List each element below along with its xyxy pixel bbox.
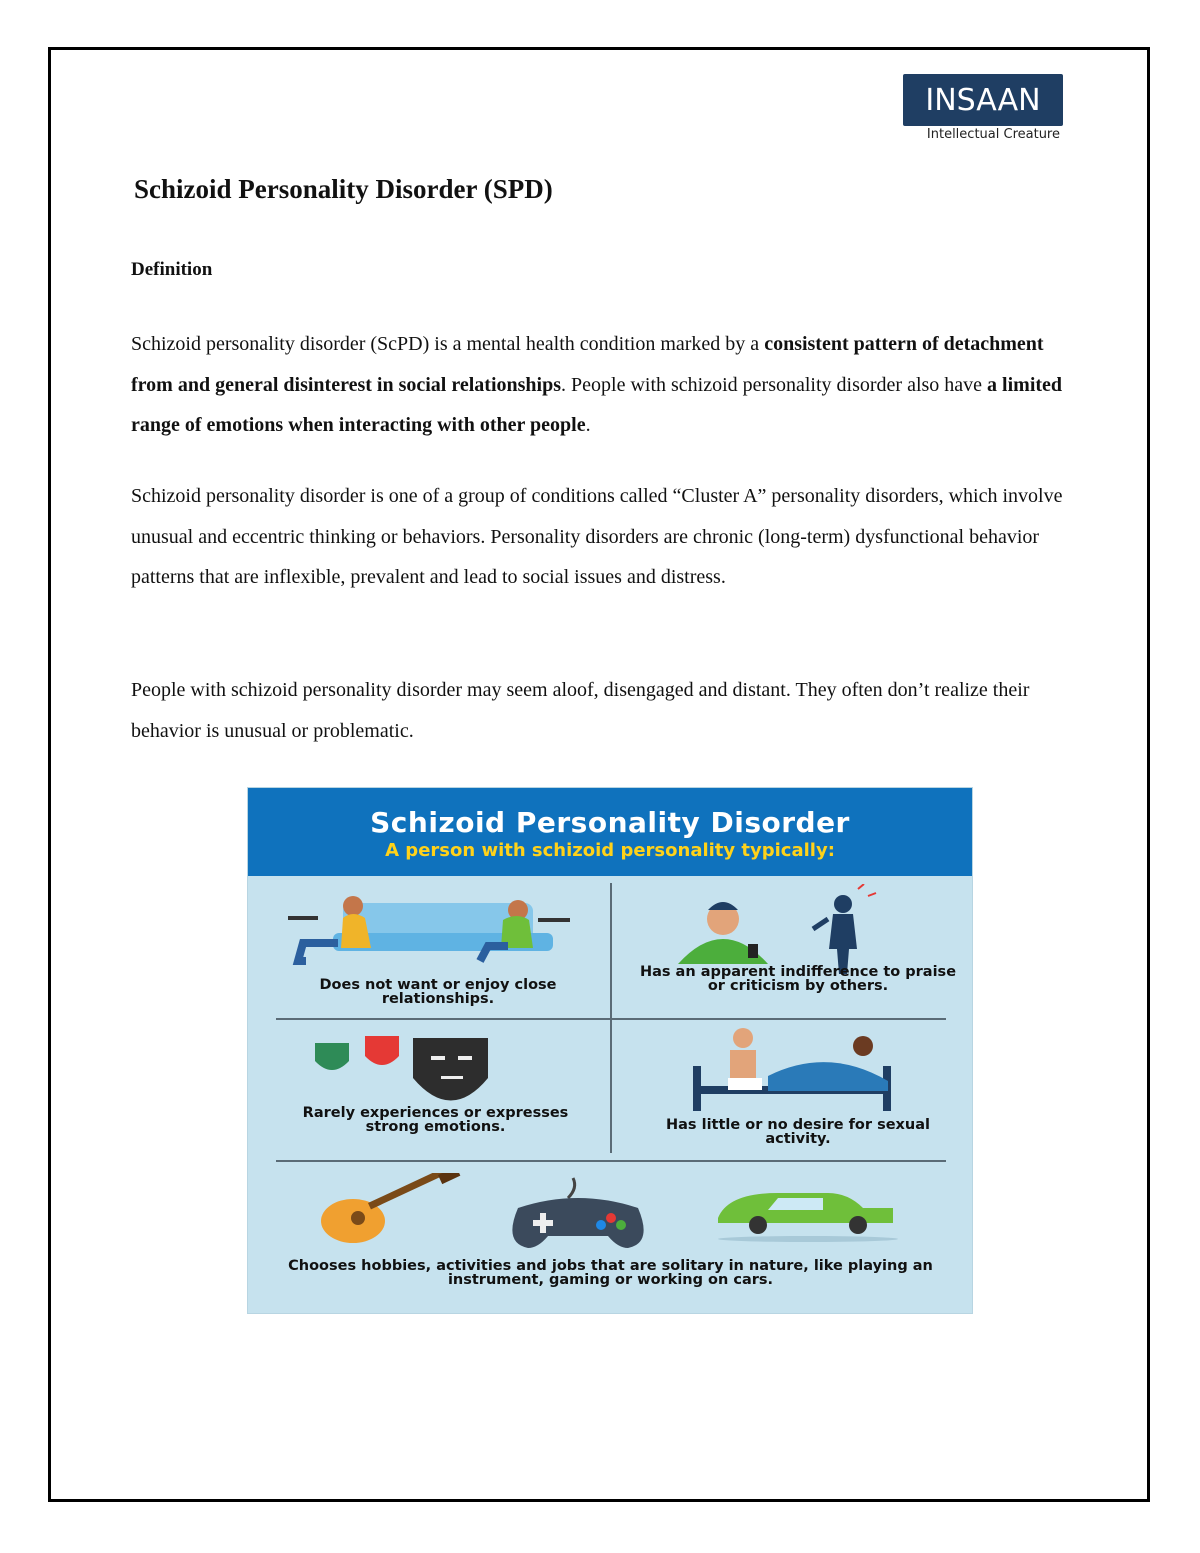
couch-people-illustration: [283, 888, 593, 968]
caption-indifference: Has an apparent indifference to praise or criticism by others.: [639, 964, 957, 994]
p1-bold-1: consistent pattern of detachment from and general disinterest in social relationships: [131, 333, 1044, 396]
horizontal-divider-1: [276, 1018, 946, 1020]
p1-text-1: Schizoid personality disorder (ScPD) is a mental health condition marked by a: [131, 333, 765, 355]
game-controller-icon: [503, 1173, 653, 1253]
infographic-title: Schizoid Personality Disorder: [370, 806, 850, 839]
paragraph-definition: [131, 324, 1066, 446]
p1-text-2: . People with schizoid personality disorder also have: [561, 373, 988, 396]
indifference-illustration: [668, 884, 908, 974]
logo-wordmark: INSAAN: [903, 74, 1063, 126]
caption-emotions: Rarely experiences or expresses strong emotions.: [302, 1105, 569, 1135]
car-icon: [708, 1183, 908, 1243]
guitar-icon: [318, 1173, 468, 1248]
bed-illustration: [688, 1026, 898, 1116]
infographic-subtitle: A person with schizoid personality typically:: [385, 840, 835, 861]
section-heading: Definition: [131, 259, 213, 280]
page-title: Schizoid Personality Disorder (SPD): [134, 174, 553, 204]
paragraph-behavior: People with schizoid personality disorder may seem aloof, disengaged and distant. They often don’t realize their behavior is unusual or problematic.: [131, 679, 1030, 742]
brand-logo: [903, 74, 1064, 144]
logo-tagline: Intellectual Creature: [926, 127, 1060, 142]
horizontal-divider-2: [276, 1160, 946, 1162]
caption-hobbies: Chooses hobbies, activities and jobs that are solitary in nature, like playing an instrument, gaming or working on cars.: [288, 1258, 933, 1288]
infographic: [248, 788, 972, 1313]
caption-close-relationships: Does not want or enjoy close relationships.: [319, 977, 557, 1007]
infographic-header: [248, 788, 972, 876]
p1-text-3: .: [585, 414, 591, 436]
p1-bold-2: a limited range of emotions when interacting with other people: [131, 373, 1063, 436]
paragraph-cluster-a: Schizoid personality disorder is one of a group of conditions called “Cluster A” personality disorders, which involve unusual and eccentric thinking or behaviors. Personality disorders are chronic (long-term) dysfunctional behavior patterns that are inflexible, prevalent and lead to social issues and distress.: [131, 485, 1063, 588]
caption-sexual-activity: Has little or no desire for sexual activity.: [666, 1117, 930, 1147]
